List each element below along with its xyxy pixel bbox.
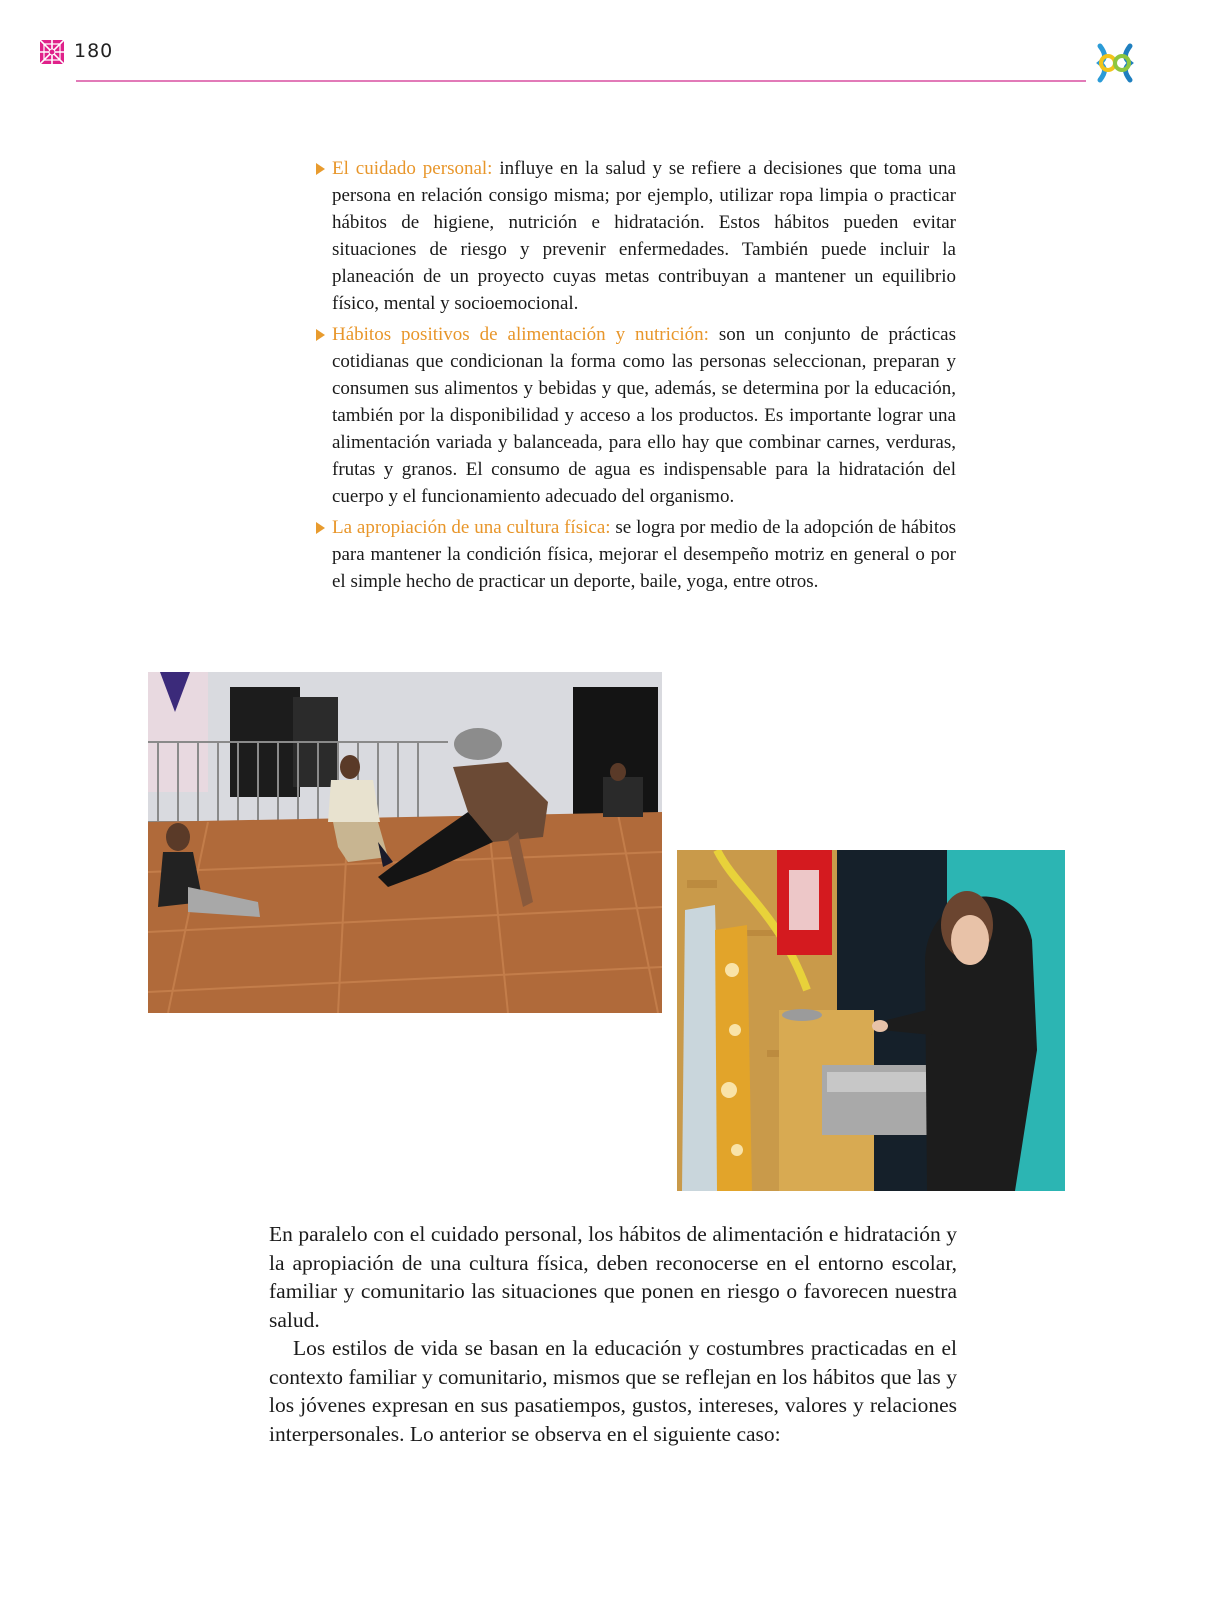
health-habits-list bbox=[316, 155, 956, 599]
bullet-triangle-icon bbox=[316, 163, 325, 175]
bullet-term: El cuidado personal: bbox=[332, 158, 493, 179]
list-item bbox=[316, 155, 956, 317]
handwashing-photo bbox=[677, 850, 1065, 1191]
bullet-term: Hábitos positivos de alimentación y nutrición: bbox=[332, 324, 709, 345]
pink-ornament-icon bbox=[40, 40, 64, 64]
interlocking-rings-logo-icon bbox=[1092, 40, 1138, 86]
bullet-triangle-icon bbox=[316, 522, 325, 534]
body-text bbox=[269, 1220, 957, 1448]
list-item bbox=[316, 321, 956, 510]
bullet-text: son un conjunto de prácticas cotidianas que condicionan la forma como las personas seleccionan, preparan y consumen sus alimentos y bebidas y que, además, se determina por la educación, también por la disponibilidad y acceso a los productos. Es importante lograr una alimentación variada y balanceada, para ello hay que combinar carnes, verduras, frutas y granos. El consumo de agua es indispensable para la hidratación del cuerpo y el funcionamiento adecuado del organismo. bbox=[332, 324, 956, 507]
bullet-term: La apropiación de una cultura física: bbox=[332, 517, 611, 538]
list-item bbox=[316, 514, 956, 595]
paragraph: En paralelo con el cuidado personal, los hábitos de alimentación e hidratación y la apropiación de una cultura física, deben reconocerse en el entorno escolar, familiar y comunitario las situaciones que ponen en riesgo o favorecen nuestra salud. bbox=[269, 1222, 957, 1332]
breakdance-photo bbox=[148, 672, 662, 1013]
header-rule bbox=[76, 80, 1086, 82]
paragraph: Los estilos de vida se basan en la educación y costumbres practicadas en el contexto familiar y comunitario, mismos que se reflejan en los hábitos que las y los jóvenes expresan en sus pasatiempos, gustos, intereses, valores y relaciones interpersonales. Lo anterior se observa en el siguiente caso: bbox=[269, 1336, 957, 1446]
bullet-text: influye en la salud y se refiere a decisiones que toma una persona en relación consigo misma; por ejemplo, utilizar ropa limpia o practicar hábitos de higiene, nutrición e hidratación. Estos hábitos pueden evitar situaciones de riesgo y prevenir enfermedades. También puede incluir la planeación de un proyecto cuyas metas contribuyan a mantener un equilibrio físico, mental y socioemocional. bbox=[332, 158, 956, 314]
bullet-text: se logra por medio de la adopción de hábitos para mantener la condición física, mejorar el desempeño motriz en general o por el simple hecho de practicar un deporte, baile, yoga, entre otros. bbox=[332, 517, 956, 592]
bullet-triangle-icon bbox=[316, 329, 325, 341]
page-number: 180 bbox=[74, 40, 114, 62]
